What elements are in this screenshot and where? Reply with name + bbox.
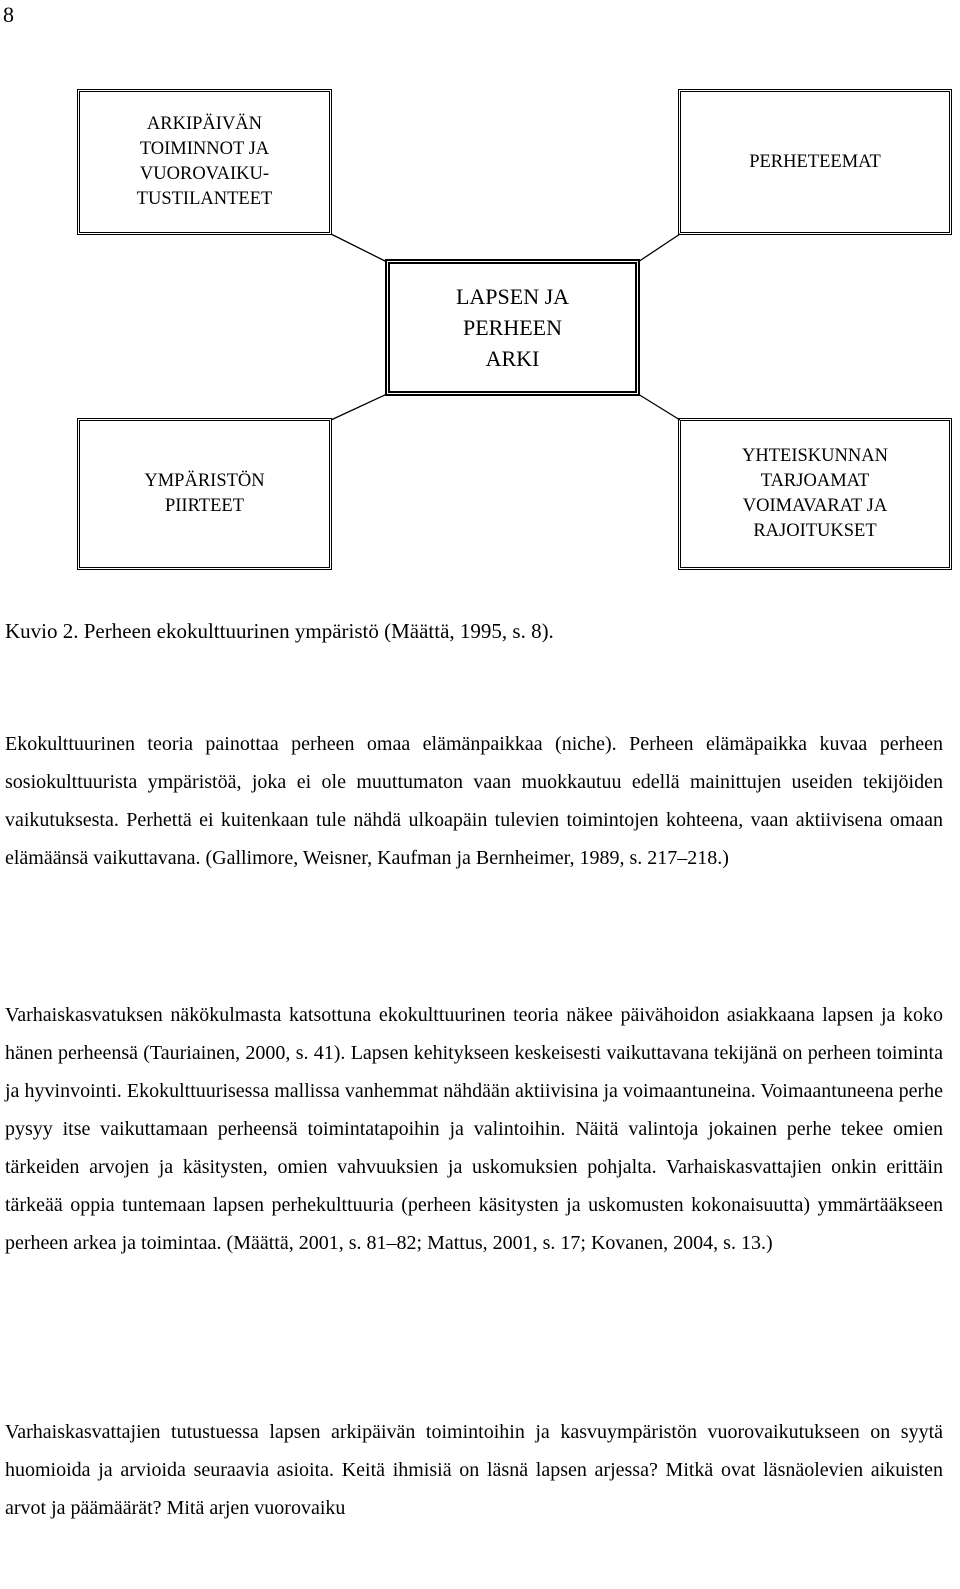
- box-child-family-everyday: [385, 259, 640, 396]
- paragraph-1: Ekokulttuurinen teoria painottaa perheen omaa elämänpaikkaa (niche). Perheen elämäpaikka kuvaa perheen sosiokulttuurista ympäristöä, joka ei ole muuttumaton vaan muokkautuu edellä mainittujen useiden tekijöiden vaikutuksesta. Perhettä ei kuitenkaan tule nähdä ulkoapäin tulevien toimintojen kohteena, vaan aktiivisena omaan elämäänsä vaikuttavana. (Gallimore, Weisner, Kaufman ja Bernheimer, 1989, s. 217–218.): [5, 733, 943, 869]
- connector-top-right: [638, 234, 680, 262]
- page-number: 8: [3, 2, 14, 27]
- box-family-themes-label: PERHETEEMAT: [749, 151, 881, 172]
- box-society-resources: [678, 418, 952, 570]
- box-society-resources-label: YHTEISKUNNAN TARJOAMAT VOIMAVARAT JA RAJOITUKSET: [742, 446, 888, 541]
- paragraph-3: Varhaiskasvattajien tutustuessa lapsen arkipäivän toimintoihin ja kasvuympäristön vuorovaikutukseen on syytä huomioida ja arvioida seuraavia asioita. Keitä ihmisiä on läsnä lapsen arjessa? Mitkä ovat läsnäolevien aikuisten arvot ja päämäärät? Mitä arjen vuorovaiku: [5, 1421, 943, 1519]
- connector-bottom-right: [638, 394, 680, 420]
- box-daily-activities: [77, 89, 332, 235]
- paragraph-2: Varhaiskasvatuksen näkökulmasta katsottuna ekokulttuurinen teoria näkee päivähoidon asiakkaana lapsen ja koko hänen perheensä (Tauriainen, 2000, s. 41). Lapsen kehitykseen keskeisesti vaikuttavana tekijänä on perheen toiminta ja hyvinvointi. Ekokulttuurisessa mallissa vanhemmat nähdään aktiivisina ja voimaantuneina. Voimaantuneena perhe pysyy itse vaikuttamaan perheensä toimintatapoihin ja valintoihin. Näitä valintoja jokainen perhe tekee omien tärkeiden arvojen ja käsitysten, omien vahvuuksien ja uskomuksien pohjalta. Varhaiskasvattajien onkin erittäin tärkeää oppia tuntemaan lapsen perhekulttuuria (perheen käsitysten ja uskomusten kokonaisuutta) ymmärtääkseen perheen arkea ja toimintaa. (Määttä, 2001, s. 81–82; Mattus, 2001, s. 17; Kovanen, 2004, s. 13.): [5, 1004, 943, 1254]
- connector-bottom-left: [331, 394, 387, 420]
- box-child-family-everyday-label: LAPSEN JA PERHEEN ARKI: [455, 284, 570, 371]
- box-environment-features: [77, 418, 332, 570]
- box-family-themes: [678, 89, 952, 235]
- connector-top-left: [331, 234, 387, 262]
- figure-caption: Kuvio 2. Perheen ekokulttuurinen ympäristö (Määttä, 1995, s. 8).: [5, 619, 554, 643]
- box-daily-activities-label: ARKIPÄIVÄN TOIMINNOT JA VUOROVAIKU- TUSTILANTEET: [136, 114, 273, 209]
- box-environment-features-label: YMPÄRISTÖN PIIRTEET: [144, 471, 265, 516]
